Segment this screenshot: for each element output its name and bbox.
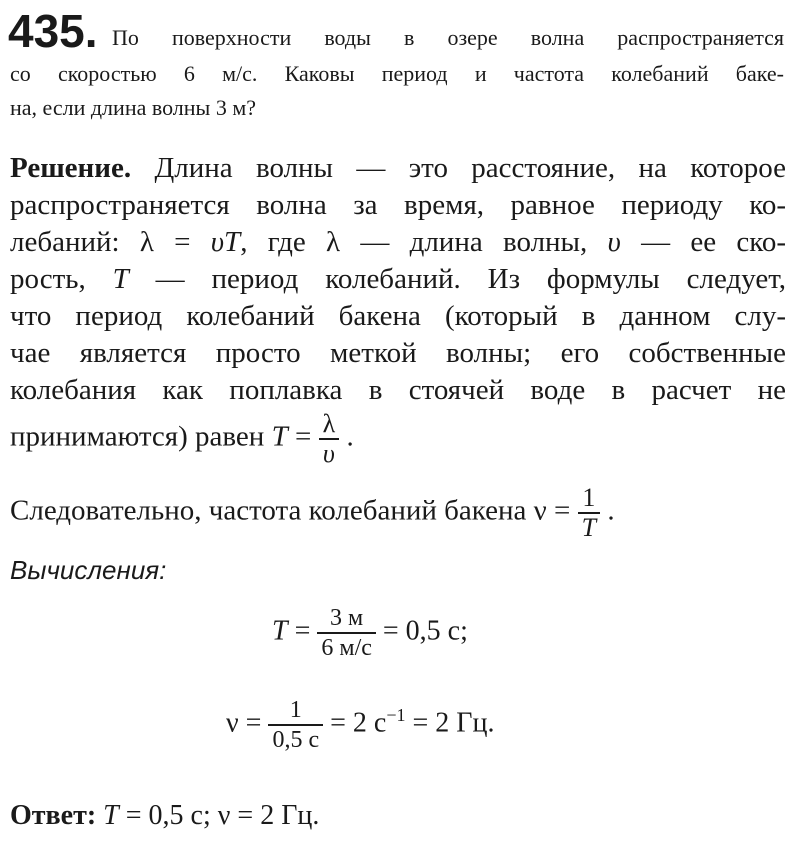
solution-text: Длина волны — это расстояние, на которое <box>131 152 786 184</box>
fraction-numerator: λ <box>319 410 340 440</box>
fraction-numerator: 1 <box>268 696 323 726</box>
solution-line-5: что период колебаний бакена (который в данном слу- <box>10 300 786 332</box>
solution-line-2: распространяется волна за время, равное периоду ко- <box>10 189 786 221</box>
text: — период колебаний. Из формулы следует, <box>128 263 786 295</box>
symbol-t: T <box>112 263 129 295</box>
text: Следовательно, частота колебаний бакена ν = <box>10 494 578 527</box>
symbol-t: T <box>271 420 288 453</box>
exponent: −1 <box>386 705 406 726</box>
text: = 2 Гц. <box>405 707 495 739</box>
solution-line-4 <box>10 261 786 297</box>
calc-label: Вычисления: <box>10 555 167 585</box>
text: рость, <box>10 263 113 295</box>
text: , где λ — длина волны, <box>240 226 608 258</box>
fraction-1-over-05s <box>268 696 323 754</box>
formula-vt: υT <box>210 226 241 258</box>
text: лебаний: λ = <box>10 226 211 258</box>
text: принимаются) равен <box>10 420 272 453</box>
text: = 0,5 с; <box>375 615 468 647</box>
text: ν = <box>226 707 269 739</box>
solution-label: Решение. <box>10 152 132 184</box>
answer-line <box>10 798 319 834</box>
fraction-denominator: 0,5 с <box>272 727 320 753</box>
equation-frequency <box>226 696 494 754</box>
equation-period <box>272 604 468 662</box>
fraction-numerator: 3 м <box>317 604 376 634</box>
problem-line-3: на, если длина волны 3 м? <box>10 95 257 120</box>
problem-number: 435. <box>8 5 98 57</box>
text: . <box>600 494 615 527</box>
solution-line-8 <box>10 410 354 468</box>
text: — ее ско- <box>620 226 786 258</box>
solution-line-1 <box>10 150 786 186</box>
fraction-lambda-over-v <box>319 410 340 468</box>
fraction-1-over-t <box>578 484 600 542</box>
problem-line-1: По поверхности воды в озере волна распространяется <box>112 25 784 50</box>
text: . <box>339 420 354 453</box>
fraction-denominator: υ <box>322 439 335 468</box>
fraction-denominator: 6 м/с <box>321 635 372 661</box>
symbol-t: T <box>272 615 288 647</box>
symbol-v: υ <box>607 226 621 258</box>
text: = <box>287 615 318 647</box>
text: = 2 с <box>323 707 387 739</box>
problem-line-2: со скоростью 6 м/с. Каковы период и частота колебаний баке- <box>10 61 784 86</box>
fraction-3m-over-6ms <box>317 604 376 662</box>
fraction-denominator: T <box>581 513 597 542</box>
fraction-numerator: 1 <box>578 484 600 514</box>
answer-label: Ответ: <box>10 800 97 831</box>
solution-line-6: чае является просто меткой волны; его собственные <box>10 337 786 369</box>
symbol-t: T <box>96 800 119 831</box>
text: = <box>287 420 319 453</box>
answer-text: = 0,5 с; ν = 2 Гц. <box>118 800 320 831</box>
solution-line-7: колебания как поплавка в стоячей воде в расчет не <box>10 374 786 406</box>
solution-line-3 <box>10 224 786 260</box>
solution-line-9 <box>10 484 615 542</box>
